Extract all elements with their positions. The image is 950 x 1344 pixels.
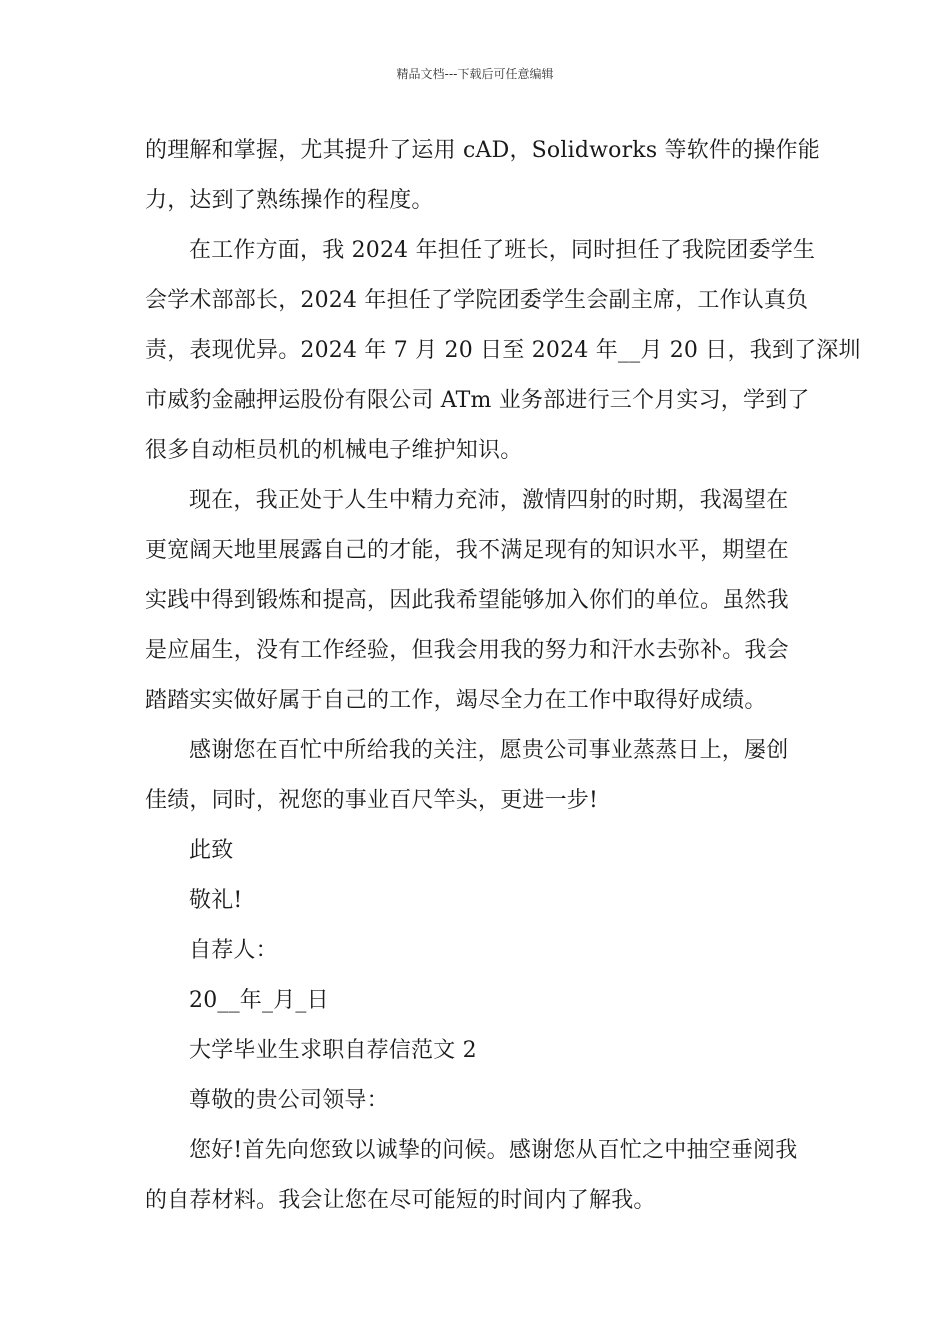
text-line: 佳绩，同时，祝您的事业百尺竿头，更进一步! xyxy=(145,788,599,813)
text-line: 您好!首先向您致以诚挚的问候。感谢您从百忙之中抽空垂阅我 xyxy=(189,1138,798,1163)
text-line: 的理解和掌握，尤其提升了运用 cAD，Solidworks 等软件的操作能 xyxy=(145,138,820,163)
date-line: 20__年_月_日 xyxy=(189,988,329,1013)
text-line: 踏踏实实做好属于自己的工作，竭尽全力在工作中取得好成绩。 xyxy=(145,688,767,713)
greeting: 尊敬的贵公司领导： xyxy=(189,1088,389,1113)
text-line: 在工作方面，我 2024 年担任了班长，同时担任了我院团委学生 xyxy=(189,238,816,263)
closing-salutation: 此致 xyxy=(189,838,234,863)
document-body xyxy=(145,126,861,1226)
text-line: 更宽阔天地里展露自己的才能，我不满足现有的知识水平，期望在 xyxy=(145,538,789,563)
text-line: 实践中得到锻炼和提高，因此我希望能够加入你们的单位。虽然我 xyxy=(145,588,789,613)
text-line: 很多自动柜员机的机械电子维护知识。 xyxy=(145,438,523,463)
text-line: 的自荐材料。我会让您在尽可能短的时间内了解我。 xyxy=(145,1188,656,1213)
closing-regards: 敬礼! xyxy=(189,888,243,913)
section-title: 大学毕业生求职自荐信范文 2 xyxy=(189,1038,477,1063)
text-line: 责，表现优异。2024 年 7 月 20 日至 2024 年__月 20 日，我到了深圳 xyxy=(145,338,861,363)
text-line: 市威豹金融押运股份有限公司 ATm 业务部进行三个月实习，学到了 xyxy=(145,388,810,413)
text-line: 是应届生，没有工作经验，但我会用我的努力和汗水去弥补。我会 xyxy=(145,638,789,663)
text-line: 会学术部部长，2024 年担任了学院团委学生会副主席，工作认真负 xyxy=(145,288,809,313)
text-line: 力，达到了熟练操作的程度。 xyxy=(145,188,434,213)
page-header: 精品文档---下载后可任意编辑 xyxy=(396,67,554,81)
signature-label: 自荐人： xyxy=(189,938,278,963)
text-line: 现在，我正处于人生中精力充沛，激情四射的时期，我渴望在 xyxy=(189,488,789,513)
text-line: 感谢您在百忙中所给我的关注，愿贵公司事业蒸蒸日上，屡创 xyxy=(189,738,789,763)
